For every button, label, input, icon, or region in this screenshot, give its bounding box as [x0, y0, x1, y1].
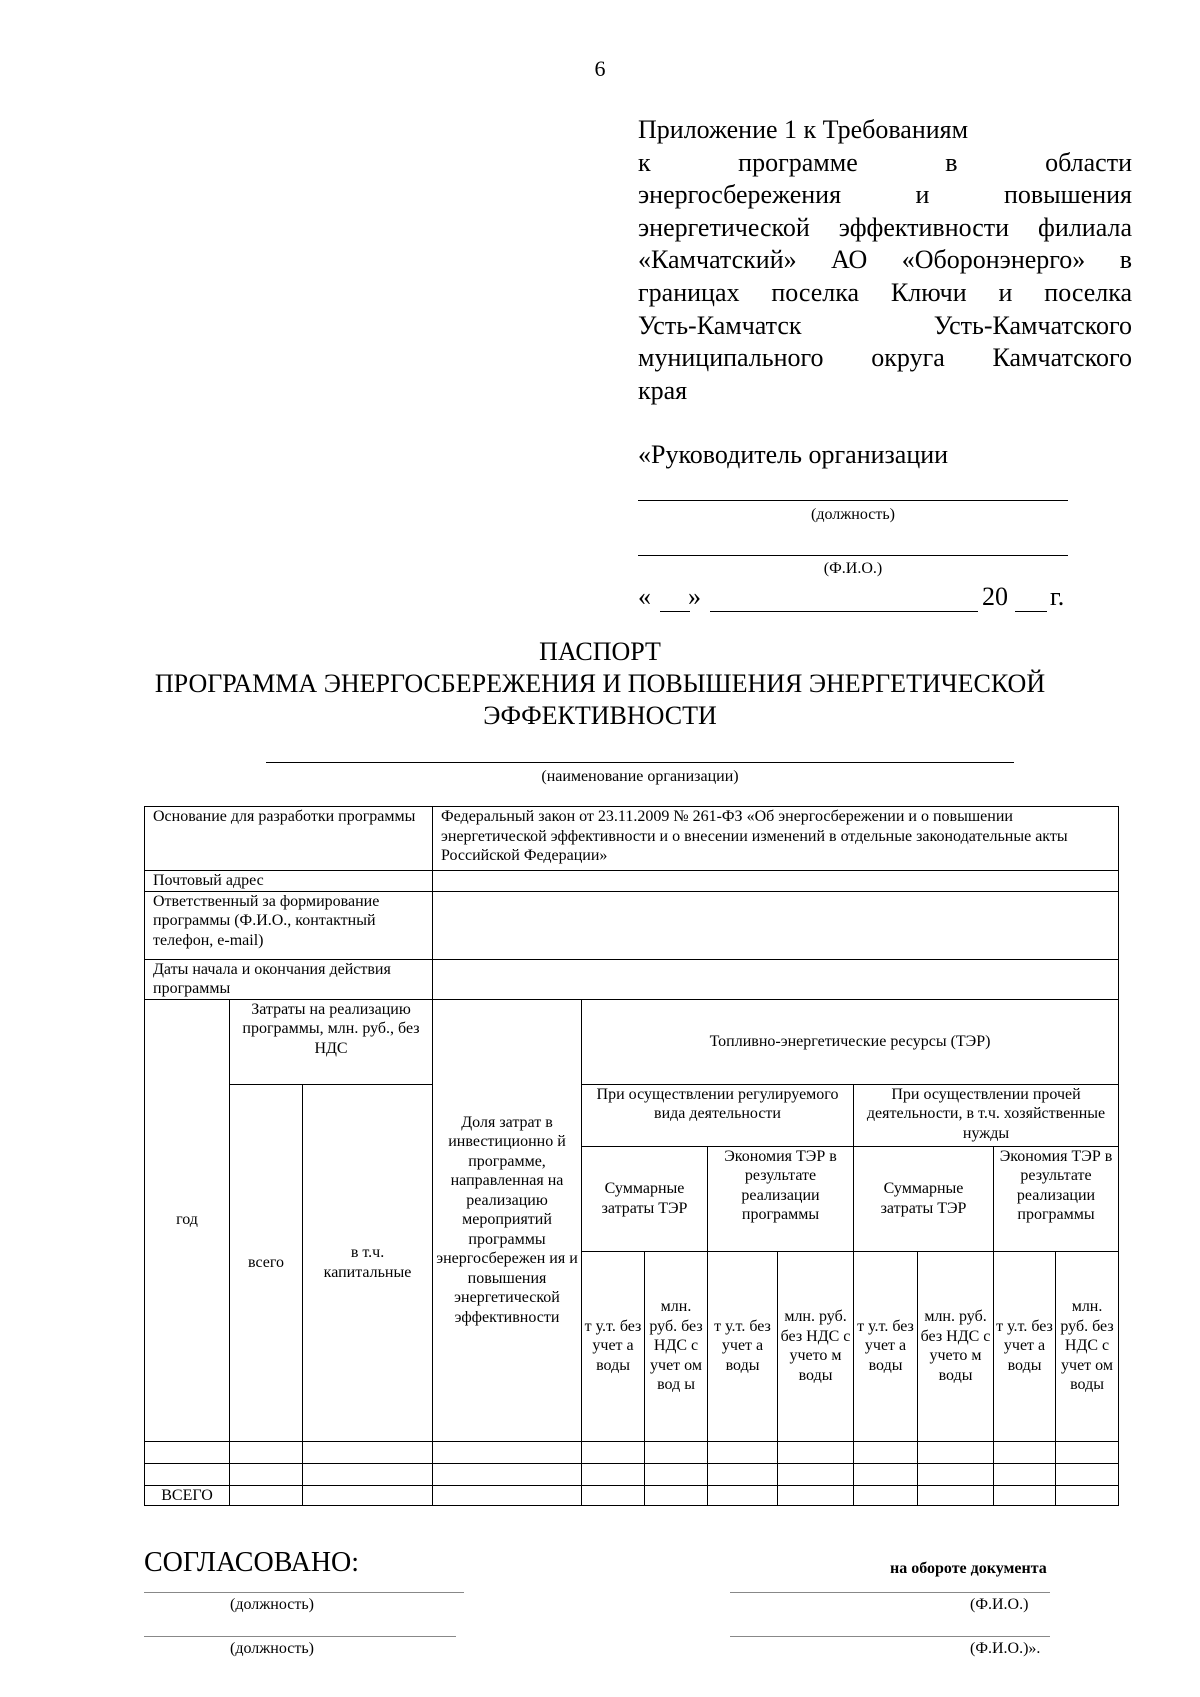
table-total-row — [145, 1485, 1119, 1506]
name-signature-line — [638, 555, 1068, 556]
appendix-line: энергетической эффективности филиала — [638, 212, 1132, 242]
table-row — [145, 871, 1119, 892]
position-caption: (должность) — [811, 506, 895, 523]
title-program-line: ПРОГРАММА ЭНЕРГОСБЕРЕЖЕНИЯ И ПОВЫШЕНИЯ ЭНЕРГЕТИЧЕСКОЙ — [154, 669, 1046, 698]
position-caption: (должность) — [230, 1596, 314, 1613]
date-close-quote: » — [688, 582, 701, 611]
appendix-line: энергосбережения и повышения — [638, 180, 1132, 210]
sum-ter-header: Суммарные затраты ТЭР — [854, 1146, 994, 1251]
title-program-line-2: ЭФФЕКТИВНОСТИ — [483, 701, 717, 730]
position-caption: (должность) — [230, 1640, 314, 1657]
total-header: всего — [230, 1084, 303, 1441]
organization-caption: (наименование организации) — [541, 768, 739, 785]
ter-header: Топливно-энергетические ресурсы (ТЭР) — [582, 999, 1119, 1084]
appendix-line: муниципального округа Камчатского — [638, 343, 1132, 373]
capital-header: в т.ч. капитальные — [303, 1084, 433, 1441]
table-row — [145, 959, 1119, 999]
table-header-row — [145, 1084, 1119, 1146]
economy-ter-header: Экономия ТЭР в результате реализации программы — [994, 1146, 1119, 1251]
unit-header: млн. руб. без НДС с учет ом воды — [1056, 1251, 1119, 1441]
appendix-last-line: края — [638, 375, 688, 405]
table-header-row — [145, 999, 1119, 1084]
page-number: 6 — [594, 56, 606, 81]
month-blank — [710, 611, 978, 612]
approval-head: «Руководитель организации — [638, 440, 949, 469]
basis-label: Основание для разработки программы — [145, 807, 433, 871]
other-activity-header: При осуществлении прочей деятельности, в т.ч. хозяйственные нужды — [854, 1084, 1119, 1146]
unit-header: т у.т. без учет а воды — [582, 1251, 645, 1441]
position-signature-line — [638, 500, 1068, 501]
unit-header: млн. руб. без НДС с учет ом вод ы — [645, 1251, 708, 1441]
passport-table — [144, 806, 1119, 1506]
appendix-first-line: Приложение 1 к Требованиям — [638, 115, 969, 144]
dates-value — [433, 959, 1119, 999]
reverse-side-note: на обороте документа — [890, 1560, 1047, 1577]
responsible-value — [433, 891, 1119, 959]
signature-line — [144, 1636, 456, 1637]
postal-label: Почтовый адрес — [145, 871, 433, 892]
appendix-line: к программе в области — [638, 147, 1132, 177]
signature-line — [730, 1636, 1050, 1637]
name-caption: (Ф.И.О.)». — [970, 1640, 1041, 1657]
economy-ter-header: Экономия ТЭР в результате реализации программы — [708, 1146, 854, 1251]
name-caption: (Ф.И.О.) — [970, 1596, 1029, 1613]
table-row — [145, 1441, 1119, 1463]
dates-label: Даты начала и окончания действия программы — [145, 959, 433, 999]
unit-header: млн. руб. без НДС с учето м воды — [778, 1251, 854, 1441]
date-open-quote: « — [638, 582, 651, 611]
signature-line — [730, 1592, 1050, 1593]
signature-line — [144, 1592, 464, 1593]
unit-header: т у.т. без учет а воды — [994, 1251, 1056, 1441]
year-prefix: 20 — [982, 582, 1008, 611]
title-passport: ПАСПОРТ — [539, 637, 661, 666]
appendix-line: Усть-Камчатск Усть-Камчатского — [638, 310, 1132, 340]
agreed-heading: СОГЛАСОВАНО: — [144, 1547, 360, 1578]
costs-header: Затраты на реализацию программы, млн. руб., без НДС — [230, 999, 433, 1084]
unit-header: т у.т. без учет а воды — [854, 1251, 918, 1441]
document-title — [60, 636, 1140, 732]
basis-value: Федеральный закон от 23.11.2009 № 261-ФЗ «Об энергосбережении и о повышении энергетической эффективности и о внесении изменений в отдельные законодательные акты Российской Федерации» — [433, 807, 1119, 871]
unit-header: т у.т. без учет а воды — [708, 1251, 778, 1441]
sum-ter-header: Суммарные затраты ТЭР — [582, 1146, 708, 1251]
unit-header: млн. руб. без НДС с учето м воды — [918, 1251, 994, 1441]
organization-name-line — [266, 762, 1014, 763]
year-suffix: г. — [1050, 582, 1065, 611]
table-row — [145, 891, 1119, 959]
postal-value — [433, 871, 1119, 892]
regulated-header: При осуществлении регулируемого вида деятельности — [582, 1084, 854, 1146]
table-row — [145, 1463, 1119, 1485]
day-blank — [660, 611, 690, 612]
approval-date-line — [638, 582, 1068, 616]
table-row — [145, 807, 1119, 871]
total-row-label: ВСЕГО — [145, 1485, 230, 1506]
year-header: год — [145, 999, 230, 1441]
responsible-label: Ответственный за формирование программы (Ф.И.О., контактный телефон, e-mail) — [145, 891, 433, 959]
appendix-block — [638, 114, 1132, 407]
year-blank — [1015, 611, 1047, 612]
name-caption: (Ф.И.О.) — [823, 560, 883, 577]
share-header: Доля затрат в инвестиционно й программе, направленная на реализацию мероприятий программы энергосбережен ия и повышения энергетической эффективности — [433, 999, 582, 1441]
appendix-line: границах поселка Ключи и поселка — [638, 277, 1132, 307]
appendix-line: «Камчатский» АО «Оборонэнерго» в — [638, 245, 1132, 275]
